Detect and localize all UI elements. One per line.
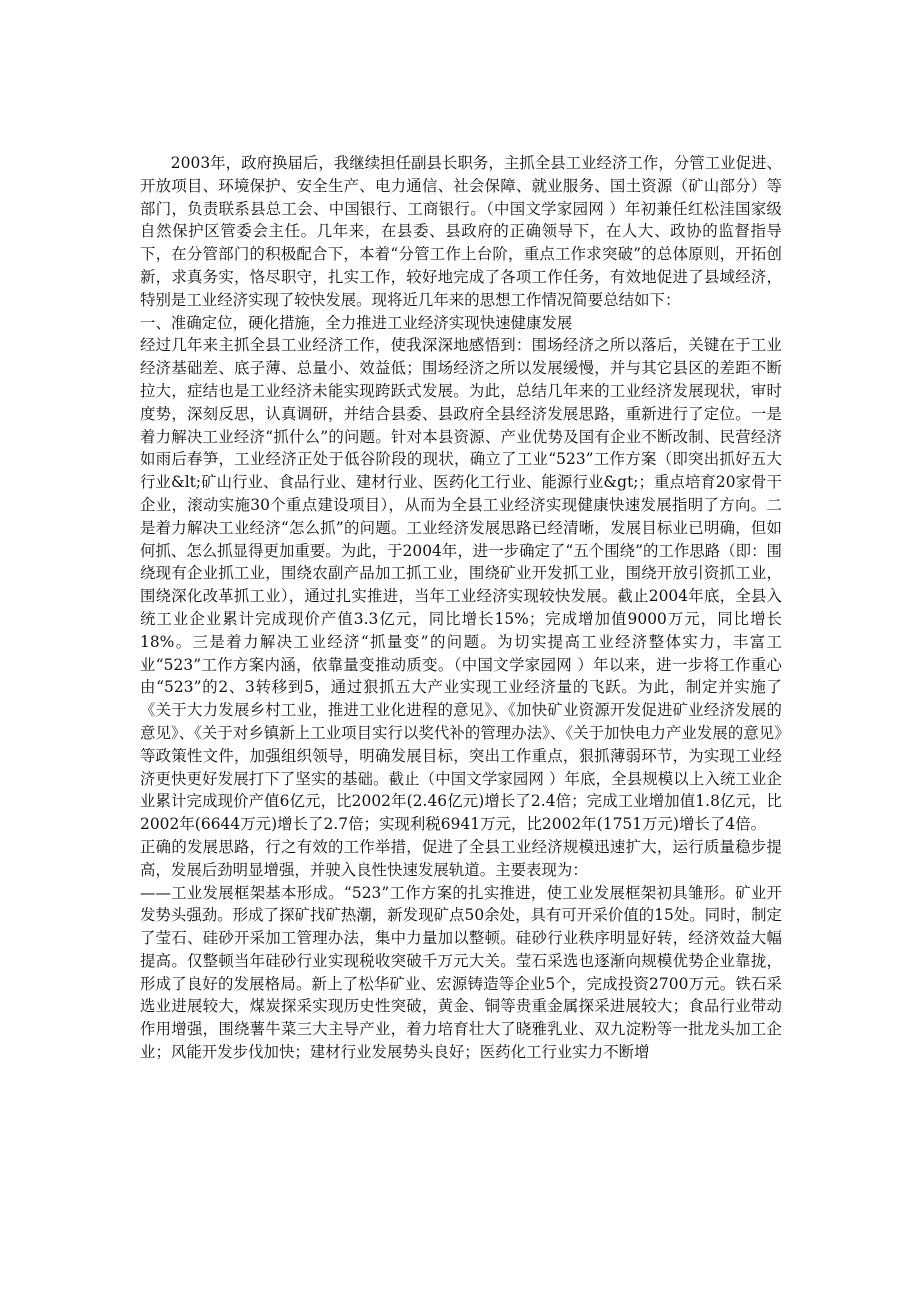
section-heading: 一、准确定位，硬化措施，全力推进工业经济实现快速健康发展 [140, 313, 573, 332]
body-paragraph: 经过几年来主抓全县工业经济工作，使我深深地感悟到：围场经济之所以落后，关键在于工业经济基础差、底子薄、总量小、效益低；围场经济之所以发展缓慢，并与其它县区的差距不断拉大，症结也是工业经济未能实现跨跃式发展。为此，总结几年来的工业经济发展现状，审时度势，深刻反思，认真调研，并结合县委、县政府全县经济发展思路，重新进行了定位。一是着力解决工业经济“抓什么”的问题。针对本县资源、产业优势及国有企业不断改制、民营经济如雨后春笋，工业经济正处于低谷阶段的现状，确立了工业“523”工作方案（即突出抓好五大行业&lt;矿山行业、食品行业、建材行业、医药化工行业、能源行业&gt;；重点培育20家骨干企业，滚动实施30个重点建设项目），从而为全县工业经济实现健康快速发展指明了方向。二是着力解决工业经济“怎么抓”的问题。工业经济发展思路已经清晰，发展目标业已明确，但如何抓、怎么抓显得更加重要。为此，于2004年，进一步确定了“五个围绕”的工作思路（即：围绕现有企业抓工业，围绕农副产品加工抓工业，围绕矿业开发抓工业，围绕开放引资抓工业，围绕深化改革抓工业），通过扎实推进，当年工业经济实现较快发展。截止2004年底，全县入统工业企业累计完成现价产值3.3亿元，同比增长15%；完成增加值9000万元，同比增长18%。三是着力解决工业经济“抓量变”的问题。为切实提高工业经济整体实力，丰富工业“523”工作方案内涵，依靠量变推动质变。（中国文学家园网 ）年以来，进一步将工作重心由“523”的2、3转移到5，通过狠抓五大产业实现工业经济量的飞跃。为此，制定并实施了《关于大力发展乡村工业，推进工业化进程的意见》、《加快矿业资源开发促进矿业经济发展的意见》、《关于对乡镇新上工业项目实行以奖代补的管理办法》、《关于加快电力产业发展的意见》等政策性文件，加强组织领导，明确发展目标，突出工作重点，狠抓薄弱环节，为实现工业经济更快更好发展打下了坚实的基础。截止（中国文学家园网 ）年底，全县规模以上入统工业企业累计完成现价产值6亿元，比2002年(2.46亿元)增长了2.4倍；完成工业增加值1.8亿元，比2002年(6644万元)增长了2.7倍；实现利税6941万元，比2002年(1751万元)增长了4倍。 [140, 336, 782, 834]
document-body [140, 152, 782, 1064]
body-paragraph: ——工业发展框架基本形成。“523”工作方案的扎实推进，使工业发展框架初具雏形。矿业开发势头强劲。形成了探矿找矿热潮，新发现矿点50余处，具有可开采价值的15处。同时，制定了莹石、硅砂开采加工管理办法，集中力量加以整顿。硅砂行业秩序明显好转，经济效益大幅提高。仅整顿当年硅砂行业实现税收突破千万元大关。莹石采选也逐渐向规模优势企业靠拢，形成了良好的发展格局。新上了松华矿业、宏源铸造等企业5个，完成投资2700万元。铁石采选业进展较大，煤炭探采实现历史性突破，黄金、铜等贵重金属探采进展较大；食品行业带动作用增强，围绕薯牛菜三大主导产业，着力培育壮大了晓雅乳业、双九淀粉等一批龙头加工企业；风能开发步伐加快；建材行业发展势头良好；医药化工行业实力不断增 [140, 883, 782, 1062]
body-paragraph: 正确的发展思路，行之有效的工作举措，促进了全县工业经济规模迅速扩大，运行质量稳步提高，发展后劲明显增强，并驶入良性快速发展轨道。主要表现为： [140, 837, 782, 879]
intro-paragraph: 2003年，政府换届后，我继续担任副县长职务，主抓全县工业经济工作，分管工业促进、开放项目、环境保护、安全生产、电力通信、社会保障、就业服务、国土资源（矿山部分）等部门，负责联系县总工会、中国银行、工商银行。（中国文学家园网 ）年初兼任红松洼国家级自然保护区管委会主任。几年来，在县委、县政府的正确领导下，在人大、政协的监督指导下，在分管部门的积极配合下，本着“分管工作上台阶，重点工作求突破”的总体原则，开拓创新，求真务实，恪尽职守，扎实工作，较好地完成了各项工作任务，有效地促进了县域经济，特别是工业经济实现了较快发展。现将近几年来的思想工作情况简要总结如下： [140, 154, 782, 309]
